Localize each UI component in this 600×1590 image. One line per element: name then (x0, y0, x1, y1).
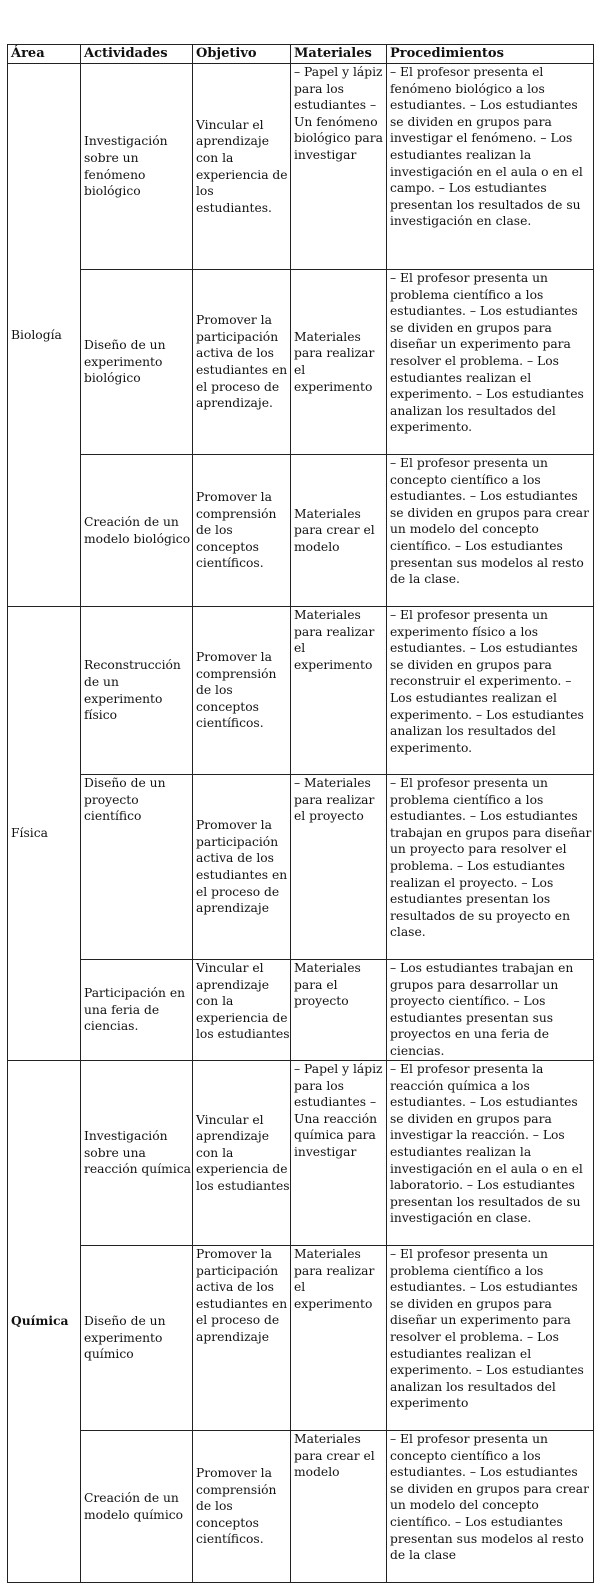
activity-cell: Investigación sobre un fenómeno biológico (81, 64, 193, 270)
table-row (8, 270, 594, 455)
area-cell: Física (8, 607, 81, 1061)
table-body (8, 64, 594, 1583)
materials-cell: – Materiales para realizar el proyecto (291, 775, 387, 960)
procedures-cell: – Los estudiantes trabajan en grupos para desarrollar un proyecto científico. – Los estudiantes presentan sus proyectos en una feria de ciencias. (387, 960, 594, 1061)
procedures-cell: – El profesor presenta un problema científico a los estudiantes. – Los estudiantes trabajan en grupos para diseñar un proyecto para resolver el problema. – Los estudiantes realizan el proyecto. – Los estudiantes presentan los resultados de su proyecto en clase. (387, 775, 594, 960)
materials-cell: Materiales para crear el modelo (291, 1431, 387, 1583)
area-cell: Biología (8, 64, 81, 607)
activity-cell: Diseño de un experimento químico (81, 1246, 193, 1431)
activities-table (7, 44, 594, 1583)
header-objetivo: Objetivo (193, 45, 291, 64)
objective-cell: Promover la comprensión de los conceptos científicos. (193, 455, 291, 607)
objective-cell: Promover la comprensión de los conceptos científicos. (193, 607, 291, 775)
objective-cell: Vincular el aprendizaje con la experiencia de los estudiantes (193, 960, 291, 1061)
objective-cell: Promover la comprensión de los conceptos científicos. (193, 1431, 291, 1583)
table-row (8, 960, 594, 1061)
header-actividades: Actividades (81, 45, 193, 64)
table-row (8, 607, 594, 775)
activity-cell: Diseño de un experimento biológico (81, 270, 193, 455)
procedures-cell: – El profesor presenta el fenómeno biológico a los estudiantes. – Los estudiantes se dividen en grupos para investigar el fenómeno. – Los estudiantes realizan la investigación en el aula o en el campo. – Los estudiantes presentan los resultados de su investigación en clase. (387, 64, 594, 270)
table-header (8, 45, 594, 64)
activity-cell: Reconstrucción de un experimento físico (81, 607, 193, 775)
procedures-cell: – El profesor presenta un problema científico a los estudiantes. – Los estudiantes se dividen en grupos para diseñar un experimento para resolver el problema. – Los estudiantes realizan el experimento. – Los estudiantes analizan los resultados del experimento (387, 1246, 594, 1431)
materials-cell: Materiales para el proyecto (291, 960, 387, 1061)
objective-cell: Vincular el aprendizaje con la experiencia de los estudiantes (193, 1061, 291, 1246)
materials-cell: Materiales para realizar el experimento (291, 270, 387, 455)
activity-cell: Creación de un modelo químico (81, 1431, 193, 1583)
procedures-cell: – El profesor presenta un concepto científico a los estudiantes. – Los estudiantes se dividen en grupos para crear un modelo del concepto científico. – Los estudiantes presentan sus modelos al resto de la clase. (387, 455, 594, 607)
table-row (8, 455, 594, 607)
materials-cell: – Papel y lápiz para los estudiantes – Una reacción química para investigar (291, 1061, 387, 1246)
materials-cell: Materiales para realizar el experimento (291, 1246, 387, 1431)
objective-cell: Promover la participación activa de los estudiantes en el proceso de aprendizaje (193, 775, 291, 960)
activity-cell: Participación en una feria de ciencias. (81, 960, 193, 1061)
header-procedimientos: Procedimientos (387, 45, 594, 64)
area-cell: Química (8, 1061, 81, 1583)
table-row (8, 1431, 594, 1583)
procedures-cell: – El profesor presenta la reacción química a los estudiantes. – Los estudiantes se dividen en grupos para investigar la reacción. – Los estudiantes realizan la investigación en el aula o en el laboratorio. – Los estudiantes presentan los resultados de su investigación en clase. (387, 1061, 594, 1246)
procedures-cell: – El profesor presenta un concepto científico a los estudiantes. – Los estudiantes se dividen en grupos para crear un modelo del concepto científico. – Los estudiantes presentan sus modelos al resto de la clase (387, 1431, 594, 1583)
procedures-cell: – El profesor presenta un experimento físico a los estudiantes. – Los estudiantes se dividen en grupos para reconstruir el experimento. – Los estudiantes realizan el experimento. – Los estudiantes analizan los resultados del experimento. (387, 607, 594, 775)
header-materiales: Materiales (291, 45, 387, 64)
activity-cell: Creación de un modelo biológico (81, 455, 193, 607)
header-area: Área (8, 45, 81, 64)
activity-cell: Diseño de un proyecto científico (81, 775, 193, 960)
materials-cell: – Papel y lápiz para los estudiantes – Un fenómeno biológico para investigar (291, 64, 387, 270)
header-row (8, 45, 594, 64)
table-row (8, 64, 594, 270)
objective-cell: Promover la participación activa de los estudiantes en el proceso de aprendizaje (193, 1246, 291, 1431)
procedures-cell: – El profesor presenta un problema científico a los estudiantes. – Los estudiantes se dividen en grupos para diseñar un experimento para resolver el problema. – Los estudiantes realizan el experimento. – Los estudiantes analizan los resultados del experimento. (387, 270, 594, 455)
materials-cell: Materiales para crear el modelo (291, 455, 387, 607)
objective-cell: Vincular el aprendizaje con la experiencia de los estudiantes. (193, 64, 291, 270)
materials-cell: Materiales para realizar el experimento (291, 607, 387, 775)
activity-cell: Investigación sobre una reacción química (81, 1061, 193, 1246)
table-row (8, 1246, 594, 1431)
table-row (8, 1061, 594, 1246)
table-row (8, 775, 594, 960)
objective-cell: Promover la participación activa de los estudiantes en el proceso de aprendizaje. (193, 270, 291, 455)
